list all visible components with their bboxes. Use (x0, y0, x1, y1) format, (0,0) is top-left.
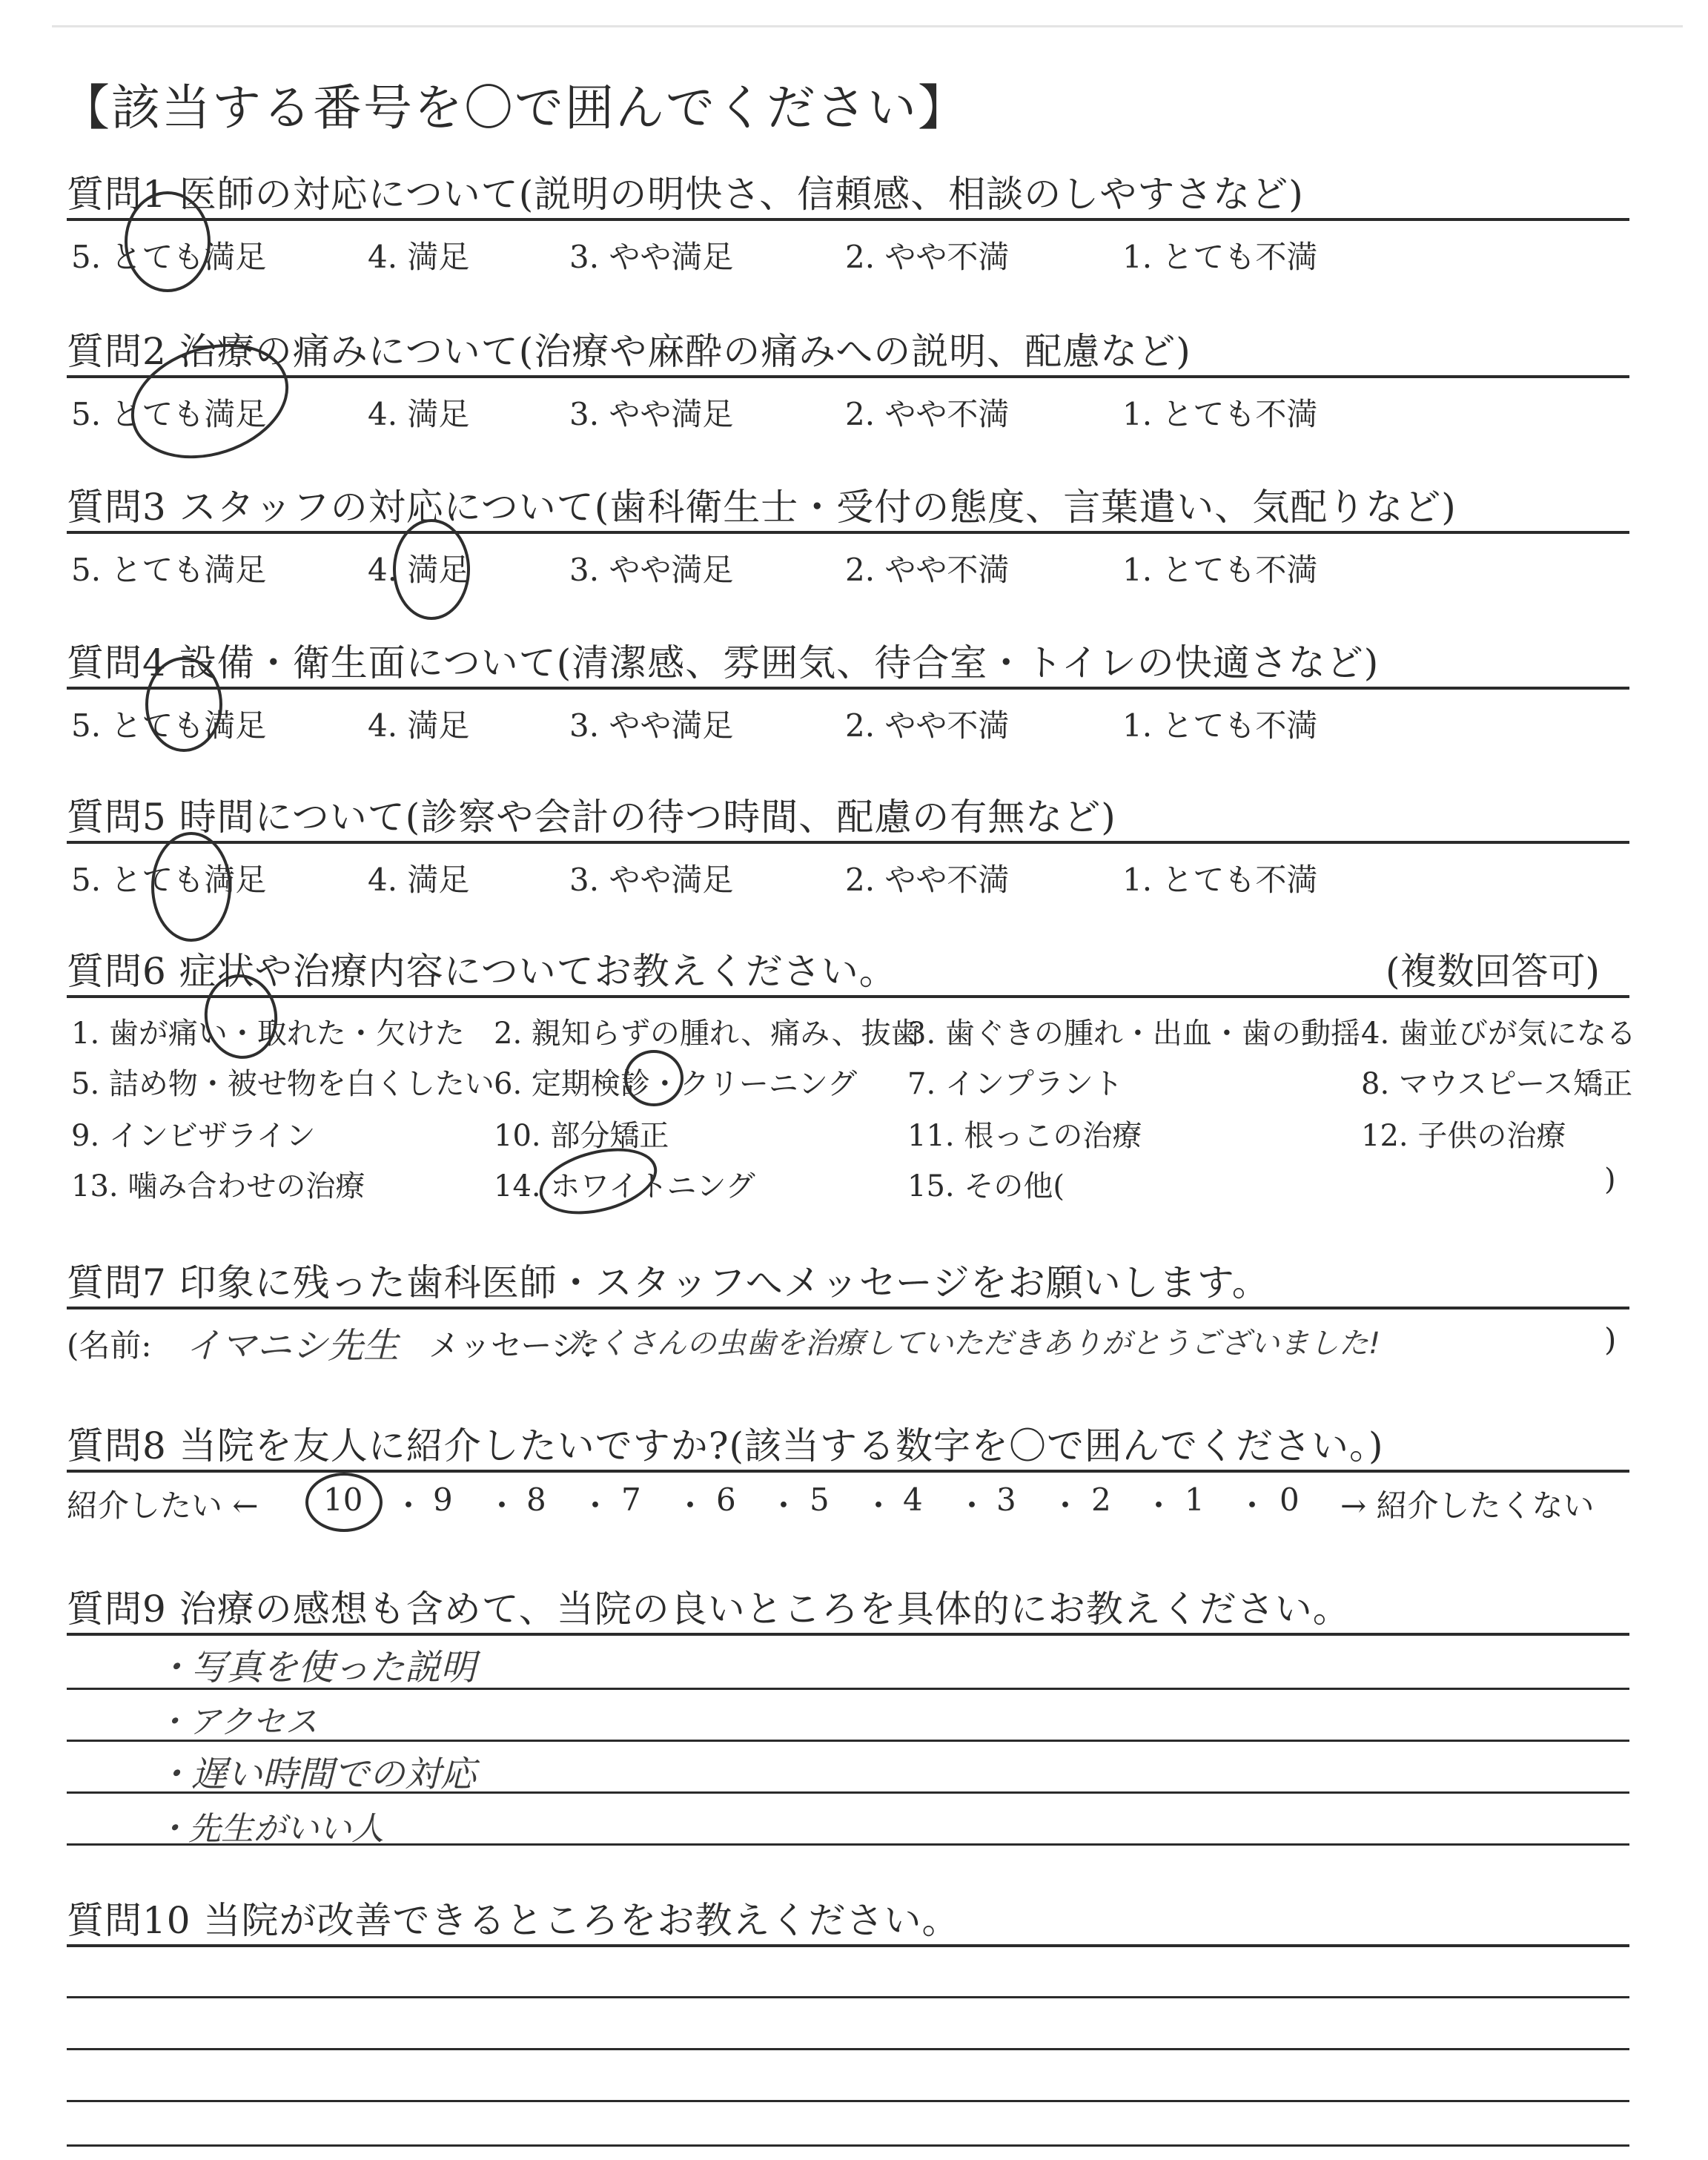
question-title: 質問2 治療の痛みについて(治療や麻酔の痛みへの説明、配慮など) (67, 330, 1191, 373)
symptom-item-12[interactable]: 12. 子供の治療 (1361, 1119, 1566, 1153)
option-2[interactable]: 2. やや不満 (845, 707, 1010, 744)
scale-dot: ・ (1237, 1487, 1268, 1524)
option-1[interactable]: 1. とても不満 (1122, 552, 1318, 588)
question-title: 質問7 印象に残った歯科医師・スタッフへメッセージをお願いします。 (67, 1261, 1270, 1304)
question-3 (67, 467, 1629, 588)
scale-5[interactable]: 5 (810, 1482, 830, 1518)
option-2[interactable]: 2. やや不満 (845, 239, 1010, 275)
question-title: 質問4 設備・衛生面について(清潔感、雰囲気、待合室・トイレの快適さなど) (67, 641, 1380, 684)
scale-dot: ・ (393, 1487, 425, 1524)
option-5[interactable]: 5. とても満足 (71, 552, 267, 588)
scale-3[interactable]: 3 (996, 1482, 1016, 1518)
option-3[interactable]: 3. やや満足 (569, 396, 734, 432)
question-rule (67, 1307, 1629, 1309)
scale-dot: ・ (580, 1487, 612, 1524)
scale-dot: ・ (675, 1487, 706, 1524)
symptom-item-14[interactable]: 14. ホワイトニング (494, 1169, 755, 1203)
question-title: 質問6 症状や治療内容についてお教えください。 (67, 950, 897, 993)
answer-text[interactable]: ・先生がいい人 (156, 1810, 384, 1848)
other-close-paren: ) (1604, 1163, 1616, 1197)
scale-dot: ・ (863, 1487, 895, 1524)
question-rule (67, 375, 1629, 378)
symptom-item-13[interactable]: 13. 噛み合わせの治療 (71, 1169, 365, 1203)
scale-dot: ・ (486, 1487, 518, 1524)
scale-9[interactable]: 9 (433, 1482, 453, 1518)
form-title: 【該当する番号を〇で囲んでください】 (61, 79, 968, 136)
symptom-item-9[interactable]: 9. インビザライン (71, 1119, 316, 1153)
scale-10[interactable]: 10 (323, 1482, 363, 1518)
option-2[interactable]: 2. やや不満 (845, 862, 1010, 898)
option-5[interactable]: 5. とても満足 (71, 239, 267, 275)
symptom-item-7[interactable]: 7. インプラント (907, 1067, 1123, 1101)
question-title: 質問10 当院が改善できるところをお教えください。 (67, 1899, 960, 1942)
scale-7[interactable]: 7 (621, 1482, 641, 1518)
answer-line[interactable] (67, 2100, 1629, 2102)
message-value[interactable]: たくさんの虫歯を治療していただきありがとうございました! (568, 1327, 1381, 1361)
symptom-item-2[interactable]: 2. 親知らずの腫れ、痛み、抜歯 (494, 1017, 921, 1051)
question-5 (67, 777, 1629, 898)
symptom-item-11[interactable]: 11. 根っこの治療 (907, 1119, 1142, 1153)
question-4 (67, 623, 1629, 744)
question-title: 質問9 治療の感想も含めて、当院の良いところを具体的にお教えください。 (67, 1588, 1351, 1631)
symptom-item-6[interactable]: 6. 定期検診・クリーニング (494, 1067, 858, 1101)
option-4[interactable]: 4. 満足 (368, 707, 470, 744)
option-5[interactable]: 5. とても満足 (71, 707, 267, 744)
scale-0[interactable]: 0 (1280, 1482, 1300, 1518)
question-rule (67, 841, 1629, 844)
message-label: メッセージ: (428, 1327, 593, 1364)
option-2[interactable]: 2. やや不満 (845, 396, 1010, 432)
option-5[interactable]: 5. とても満足 (71, 396, 267, 432)
question-8 (67, 1406, 1629, 1532)
option-4[interactable]: 4. 満足 (368, 862, 470, 898)
answer-text[interactable]: ・遅い時間での対応 (156, 1754, 477, 1795)
symptom-item-5[interactable]: 5. 詰め物・被せ物を白くしたい (71, 1067, 494, 1101)
symptom-item-1[interactable]: 1. 歯が痛い・取れた・欠けた (71, 1017, 465, 1051)
question-title: 質問3 スタッフの対応について(歯科衛生士・受付の態度、言葉遣い、気配りなど) (67, 486, 1457, 529)
scale-dot: ・ (768, 1487, 800, 1524)
option-3[interactable]: 3. やや満足 (569, 707, 734, 744)
symptom-item-10[interactable]: 10. 部分矯正 (494, 1119, 669, 1153)
option-2[interactable]: 2. やや不満 (845, 552, 1010, 588)
question-rule (67, 218, 1629, 221)
question-1 (67, 154, 1629, 275)
answer-line[interactable] (67, 2048, 1629, 2050)
option-1[interactable]: 1. とても不満 (1122, 239, 1318, 275)
scale-dot: ・ (1050, 1487, 1082, 1524)
option-5[interactable]: 5. とても満足 (71, 862, 267, 898)
question-7 (67, 1243, 1629, 1369)
question-rule (67, 1633, 1629, 1636)
option-3[interactable]: 3. やや満足 (569, 552, 734, 588)
question-rule (67, 531, 1629, 534)
scale-dot: ・ (1143, 1487, 1175, 1524)
recommend-right-label: → 紹介したくない (1340, 1487, 1595, 1524)
scale-2[interactable]: 2 (1091, 1482, 1111, 1518)
answer-line[interactable] (67, 1996, 1629, 1998)
answer-text[interactable]: ・写真を使った説明 (156, 1647, 477, 1688)
scale-4[interactable]: 4 (903, 1482, 923, 1518)
recommend-left-label: 紹介したい ← (67, 1487, 259, 1524)
option-4[interactable]: 4. 満足 (368, 552, 470, 588)
option-3[interactable]: 3. やや満足 (569, 239, 734, 275)
symptom-item-4[interactable]: 4. 歯並びが気になる (1361, 1017, 1636, 1051)
question-rule (67, 1944, 1629, 1947)
question-title: 質問1 医師の対応について(説明の明快さ、信頼感、相談のしやすさなど) (67, 173, 1304, 216)
message-close-paren: ) (1604, 1321, 1617, 1358)
question-title: 質問5 時間について(診察や会計の待つ時間、配慮の有無など) (67, 796, 1116, 839)
question-2 (67, 311, 1629, 432)
name-label: (名前: (67, 1327, 152, 1364)
option-4[interactable]: 4. 満足 (368, 239, 470, 275)
question-9 (67, 1569, 1629, 1851)
option-1[interactable]: 1. とても不満 (1122, 396, 1318, 432)
question-rule (67, 995, 1629, 998)
answer-text[interactable]: ・アクセス (156, 1703, 318, 1741)
name-value[interactable]: イマニシ先生 (185, 1325, 400, 1367)
question-rule (67, 1470, 1629, 1473)
symptom-item-15[interactable]: 15. その他( (907, 1169, 1065, 1203)
scale-6[interactable]: 6 (716, 1482, 736, 1518)
option-3[interactable]: 3. やや満足 (569, 862, 734, 898)
option-4[interactable]: 4. 満足 (368, 396, 470, 432)
question-rule (67, 687, 1629, 690)
scale-1[interactable]: 1 (1185, 1482, 1205, 1518)
question-10 (67, 1880, 1629, 2147)
scale-8[interactable]: 8 (526, 1482, 546, 1518)
option-1[interactable]: 1. とても不満 (1122, 862, 1318, 898)
symptom-item-3[interactable]: 3. 歯ぐきの腫れ・出血・歯の動揺 (907, 1017, 1360, 1051)
answer-line[interactable] (67, 2144, 1629, 2147)
question-title: 質問8 当院を友人に紹介したいですか?(該当する数字を〇で囲んでください。) (67, 1424, 1384, 1467)
option-1[interactable]: 1. とても不満 (1122, 707, 1318, 744)
top-border (52, 25, 1683, 27)
question-note: (複数回答可) (1385, 950, 1600, 993)
scale-dot: ・ (956, 1487, 988, 1524)
symptom-item-8[interactable]: 8. マウスピース矯正 (1361, 1067, 1633, 1101)
question-6 (67, 931, 1636, 1203)
